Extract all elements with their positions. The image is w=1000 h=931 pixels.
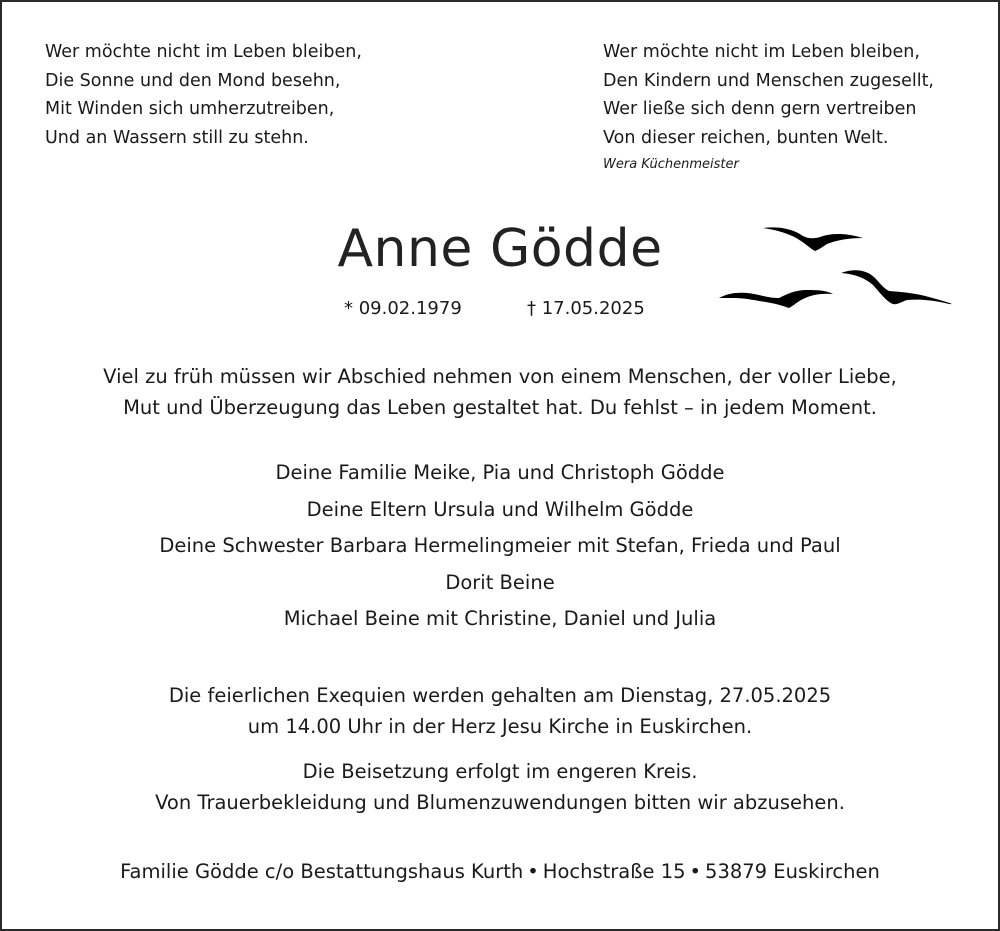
- poem-left-line: Die Sonne und den Mond besehn,: [45, 70, 341, 91]
- poem-right: [603, 38, 934, 174]
- separator-bullet: •: [527, 860, 539, 883]
- poem-left-line: Mit Winden sich umherzutreiben,: [45, 99, 335, 119]
- family-line: Michael Beine mit Christine, Daniel und Julia: [283, 607, 717, 630]
- poem-right-line: Wer möchte nicht im Leben bleiben,: [603, 42, 920, 62]
- death-date: † 17.05.2025: [527, 298, 645, 319]
- poem-left-line: Und an Wassern still zu stehn.: [45, 127, 309, 148]
- service-line: Die feierlichen Exequien werden gehalten am Dienstag, 27.05.2025: [168, 684, 832, 707]
- birds-icon: [717, 218, 957, 318]
- farewell-message: [2, 361, 998, 423]
- burial-info: [2, 756, 998, 818]
- family-line: Deine Familie Meike, Pia und Christoph Gödde: [275, 461, 725, 484]
- contact-city: 53879 Euskirchen: [705, 860, 880, 883]
- service-info: [2, 680, 998, 742]
- birth-date: * 09.02.1979: [344, 298, 462, 319]
- poem-right-line: Wer ließe sich denn gern vertreiben: [603, 99, 917, 119]
- family-line: Dorit Beine: [445, 570, 555, 594]
- message-line: Viel zu früh müssen wir Abschied nehmen von einem Menschen, der voller Liebe,: [103, 365, 897, 388]
- contact-street: Hochstraße 15: [542, 860, 686, 883]
- poem-left-line: Wer möchte nicht im Leben bleiben,: [45, 42, 362, 62]
- burial-line: Die Beisetzung erfolgt im engeren Kreis.: [302, 760, 698, 783]
- poem-author: Wera Küchenmeister: [603, 157, 739, 172]
- deceased-name: Anne Gödde: [337, 219, 663, 279]
- family-line: Deine Eltern Ursula und Wilhelm Gödde: [306, 497, 694, 521]
- message-line: Mut und Überzeugung das Leben gestaltet hat. Du fehlst – in jedem Moment.: [123, 396, 877, 419]
- poem-right-line: Den Kindern und Menschen zugesellt,: [603, 70, 934, 91]
- service-line: um 14.00 Uhr in der Herz Jesu Kirche in Euskirchen.: [247, 715, 753, 738]
- contact-name: Familie Gödde c/o Bestattungshaus Kurth: [120, 860, 524, 883]
- contact-line: [2, 856, 998, 887]
- separator-bullet: •: [689, 860, 702, 883]
- poem-left: [45, 38, 362, 152]
- family-line: Deine Schwester Barbara Hermelingmeier mit Stefan, Frieda und Paul: [159, 534, 841, 557]
- poem-right-line: Von dieser reichen, bunten Welt.: [603, 127, 889, 148]
- burial-line: Von Trauerbekleidung und Blumenzuwendungen bitten wir abzusehen.: [155, 791, 845, 814]
- family-list: [2, 455, 998, 638]
- contact-address: [2, 856, 998, 887]
